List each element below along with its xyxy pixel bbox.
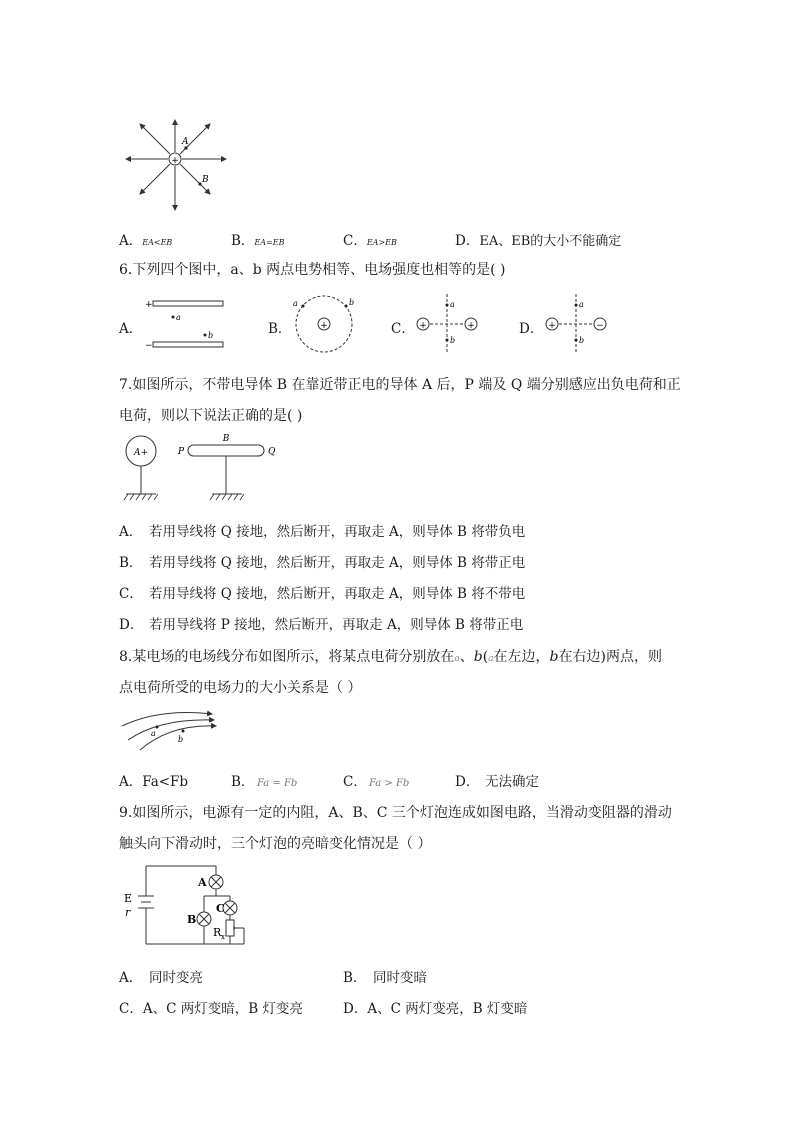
svg-text:b: b	[579, 336, 585, 345]
svg-text:a: a	[293, 299, 298, 308]
q9-circuit-diagram	[118, 862, 250, 948]
q8-stem-line1: 8.某电场的电场线分布如图所示，将某点电荷分别放在a、b(a在左边，b在右边)两点，则	[119, 649, 662, 665]
svg-text:−: −	[145, 341, 153, 351]
q8-stem-line2: 点电荷所受的电场力的大小关系是（ ）	[119, 680, 362, 696]
q6-fig-dipole	[541, 292, 611, 356]
svg-text:A: A	[198, 876, 207, 889]
svg-text:Q: Q	[268, 447, 276, 457]
q7-option-d[interactable]: D． 若用导线将 P 接地，然后断开，再取走 A，则导体 B 将带正电	[119, 617, 524, 633]
q5-option-a[interactable]: A．EA<EB	[119, 233, 173, 249]
svg-text:+: +	[548, 321, 556, 331]
svg-text:b: b	[208, 331, 214, 340]
q9-stem-line2: 触头向下滑动时，三个灯泡的亮暗变化情况是（ ）	[119, 836, 432, 852]
q7-stem-line1: 7.如图所示，不带电导体 B 在靠近带正电的导体 A 后，P 端及 Q 端分别感应出负电荷和正	[119, 377, 681, 393]
svg-text:x: x	[221, 933, 225, 941]
q6-option-b[interactable]: B．	[268, 321, 292, 337]
q5-option-b[interactable]: B．EA=EB	[231, 233, 285, 249]
q9-option-c[interactable]: C．A、C 两灯变暗，B 灯变亮	[119, 1001, 303, 1017]
svg-text:a: a	[176, 313, 181, 322]
svg-text:R: R	[213, 926, 222, 939]
svg-text:B: B	[222, 434, 230, 444]
q6-option-c[interactable]: C．	[391, 321, 415, 337]
q6-stem: 6.下列四个图中，a、b 两点电势相等、电场强度也相等的是( )	[119, 262, 506, 278]
q7-option-c[interactable]: C． 若用导线将 Q 接地，然后断开，再取走 A，则导体 B 将不带电	[119, 586, 526, 602]
q8-option-c[interactable]: C． Fa > Fb	[343, 774, 410, 790]
svg-text:+: +	[467, 321, 475, 331]
q6-option-a[interactable]: A．	[119, 321, 143, 337]
q8-option-b[interactable]: B． Fa = Fb	[231, 774, 298, 790]
svg-text:+: +	[145, 300, 153, 310]
q7-option-a[interactable]: A． 若用导线将 Q 接地，然后断开，再取走 A，则导体 B 将带负电	[119, 524, 526, 540]
q5-option-c[interactable]: C．EA>EB	[343, 233, 397, 249]
svg-text:+: +	[419, 321, 427, 331]
svg-text:b: b	[178, 735, 184, 744]
q8-field-lines	[120, 706, 220, 752]
svg-text:P: P	[178, 447, 185, 457]
q7-stem-line2: 电荷，则以下说法正确的是( )	[119, 408, 303, 424]
q9-option-d[interactable]: D．A、C 两灯变亮，B 灯变暗	[343, 1001, 528, 1017]
q9-option-a[interactable]: A． 同时变亮	[119, 970, 203, 986]
svg-text:B: B	[187, 913, 197, 926]
svg-text:r: r	[125, 906, 131, 919]
q6-fig-point-charge-circle	[290, 292, 358, 356]
svg-text:b: b	[450, 336, 456, 345]
q6-fig-two-positive	[412, 292, 480, 356]
svg-text:C: C	[216, 902, 225, 915]
q7-induction-diagram	[120, 432, 290, 506]
q8-option-d[interactable]: D． 无法确定	[455, 774, 539, 790]
q5-field-diagram	[122, 116, 230, 216]
svg-text:+: +	[320, 321, 328, 331]
q5-option-d[interactable]: D．EA、EB的大小不能确定	[455, 233, 622, 249]
svg-text:−: −	[596, 321, 604, 331]
q5-center-plus: +	[171, 156, 179, 166]
q9-option-b[interactable]: B． 同时变暗	[343, 970, 427, 986]
q6-fig-parallel-plates	[145, 295, 227, 353]
svg-text:a: a	[579, 300, 584, 309]
svg-text:A+: A+	[133, 448, 149, 458]
q9-stem-line1: 9.如图所示，电源有一定的内阻，A、B、C 三个灯泡连成如图电路，当滑动变阻器的滑动	[119, 805, 672, 821]
q6-option-d[interactable]: D．	[519, 321, 544, 337]
q8-option-a[interactable]: A．Fa<Fb	[119, 774, 189, 790]
svg-text:E: E	[124, 892, 133, 905]
svg-text:a: a	[151, 729, 156, 738]
svg-text:a: a	[450, 300, 455, 309]
q5-label-a: A	[182, 137, 189, 147]
svg-text:b: b	[349, 298, 355, 307]
q5-label-b: B	[202, 175, 209, 185]
q7-option-b[interactable]: B． 若用导线将 Q 接地，然后断开，再取走 A，则导体 B 将带正电	[119, 555, 526, 571]
